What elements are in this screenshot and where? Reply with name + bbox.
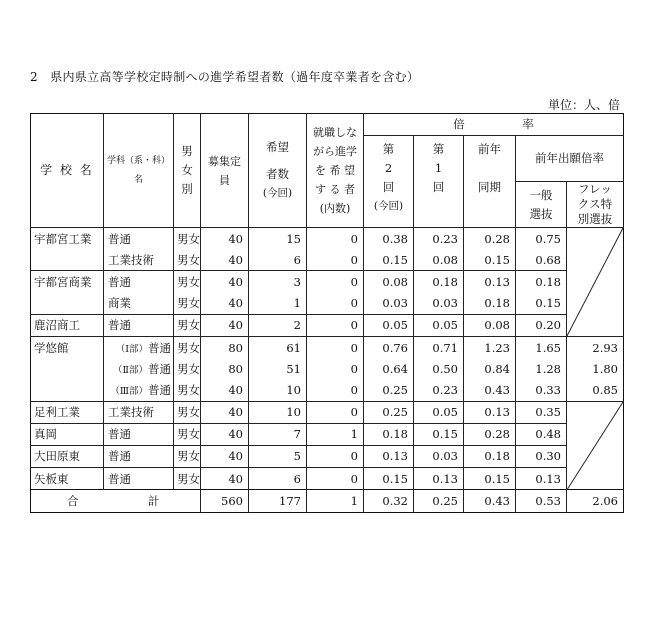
general-cell: 0.15 bbox=[516, 293, 567, 315]
sex-cell: 男女 bbox=[174, 314, 201, 336]
total-round1: 0.25 bbox=[414, 490, 464, 513]
header-employed-1: 就職しな bbox=[313, 126, 357, 139]
quota-cell: 40 bbox=[201, 293, 249, 315]
table-row bbox=[31, 445, 624, 467]
prev-same-cell: 1.23 bbox=[464, 336, 516, 358]
table-row bbox=[31, 358, 624, 379]
round2-cell: 0.03 bbox=[364, 293, 414, 315]
prev-same-cell: 0.08 bbox=[464, 314, 516, 336]
quota-cell: 40 bbox=[201, 445, 249, 467]
header-employed-4: す る 者 bbox=[315, 183, 355, 196]
header-round2-3: 回 bbox=[382, 180, 395, 194]
employed-cell: 0 bbox=[307, 228, 364, 250]
school-name: 真岡 bbox=[31, 423, 104, 445]
round2-cell: 0.15 bbox=[364, 468, 414, 490]
round1-cell: 0.15 bbox=[414, 423, 464, 445]
employed-cell: 0 bbox=[307, 314, 364, 336]
round2-cell: 0.15 bbox=[364, 249, 414, 271]
total-employed: 1 bbox=[307, 490, 364, 513]
employed-cell: 1 bbox=[307, 423, 364, 445]
header-applicants-1: 希望 bbox=[266, 140, 289, 154]
quota-cell: 80 bbox=[201, 336, 249, 358]
quota-cell: 40 bbox=[201, 423, 249, 445]
total-label-1: 合 bbox=[67, 494, 79, 509]
round1-cell: 0.23 bbox=[414, 379, 464, 401]
dept-name bbox=[104, 336, 174, 358]
round1-cell: 0.23 bbox=[414, 228, 464, 250]
total-round2: 0.32 bbox=[364, 490, 414, 513]
header-applicants bbox=[249, 114, 307, 228]
dept-name: 普通 bbox=[104, 314, 174, 336]
school-name: 大田原東 bbox=[31, 445, 104, 467]
general-cell: 0.75 bbox=[516, 228, 567, 250]
header-applicants-2: 者数 bbox=[266, 167, 289, 181]
school-name: 宇都宮工業 bbox=[31, 228, 104, 271]
table-row bbox=[31, 468, 624, 490]
sex-cell: 男女 bbox=[174, 271, 201, 293]
header-employed-3: を 希 望 bbox=[315, 164, 355, 177]
header-round2-1: 第 bbox=[382, 142, 395, 156]
sex-cell: 男女 bbox=[174, 379, 201, 401]
employed-cell: 0 bbox=[307, 445, 364, 467]
quota-cell: 40 bbox=[201, 249, 249, 271]
quota-cell: 40 bbox=[201, 228, 249, 250]
general-cell: 0.33 bbox=[516, 379, 567, 401]
round2-cell: 0.13 bbox=[364, 445, 414, 467]
quota-cell: 40 bbox=[201, 379, 249, 401]
sex-cell: 男女 bbox=[174, 401, 201, 423]
general-cell: 1.65 bbox=[516, 336, 567, 358]
prev-same-cell: 0.13 bbox=[464, 271, 516, 293]
header-round2-2: 2 bbox=[384, 161, 393, 175]
round2-cell: 0.18 bbox=[364, 423, 414, 445]
round2-cell: 0.76 bbox=[364, 336, 414, 358]
employed-cell: 0 bbox=[307, 401, 364, 423]
total-label bbox=[31, 490, 201, 513]
general-cell: 0.18 bbox=[516, 271, 567, 293]
total-general: 0.53 bbox=[516, 490, 567, 513]
prev-same-cell: 0.18 bbox=[464, 445, 516, 467]
dept-name: 工業技術 bbox=[104, 249, 174, 271]
dept-part: （Ⅲ部） bbox=[110, 385, 148, 397]
header-sex bbox=[174, 114, 201, 228]
applicants-cell: 6 bbox=[249, 468, 307, 490]
employed-cell: 0 bbox=[307, 271, 364, 293]
table-row bbox=[31, 228, 624, 250]
dept-part: （Ⅰ部） bbox=[115, 343, 148, 355]
header-prev-same bbox=[464, 136, 516, 228]
header-quota: 募集定員 bbox=[201, 114, 249, 228]
prev-same-cell: 0.43 bbox=[464, 379, 516, 401]
prev-same-cell: 0.18 bbox=[464, 293, 516, 315]
header-employed bbox=[307, 114, 364, 228]
dept-name: 工業技術 bbox=[104, 401, 174, 423]
table-header bbox=[31, 114, 624, 228]
header-flex-3: 別選抜 bbox=[577, 212, 613, 226]
header-round2-4: (今回) bbox=[373, 200, 404, 212]
round2-cell: 0.38 bbox=[364, 228, 414, 250]
general-cell: 1.28 bbox=[516, 358, 567, 379]
round2-cell: 0.64 bbox=[364, 358, 414, 379]
round1-cell: 0.05 bbox=[414, 314, 464, 336]
quota-cell: 40 bbox=[201, 314, 249, 336]
dept-part: （Ⅱ部） bbox=[113, 364, 148, 376]
header-flex bbox=[567, 182, 624, 228]
sex-cell: 男女 bbox=[174, 445, 201, 467]
dept-name: 普通 bbox=[104, 271, 174, 293]
applicants-cell: 61 bbox=[249, 336, 307, 358]
applicants-table bbox=[30, 113, 624, 513]
header-prev-same-1: 前年 bbox=[478, 142, 501, 156]
employed-cell: 0 bbox=[307, 293, 364, 315]
quota-cell: 40 bbox=[201, 271, 249, 293]
dept-label: 普通 bbox=[148, 361, 171, 376]
total-quota: 560 bbox=[201, 490, 249, 513]
header-school: 学 校 名 bbox=[31, 114, 104, 228]
prev-same-cell: 0.28 bbox=[464, 423, 516, 445]
applicants-cell: 7 bbox=[249, 423, 307, 445]
header-flex-1: フレッ bbox=[578, 182, 612, 196]
applicants-cell: 5 bbox=[249, 445, 307, 467]
general-cell: 0.30 bbox=[516, 445, 567, 467]
round1-cell: 0.71 bbox=[414, 336, 464, 358]
sex-cell: 男女 bbox=[174, 249, 201, 271]
header-sex-2: 女 bbox=[181, 163, 193, 177]
header-prev-same-2: 同期 bbox=[478, 180, 501, 194]
header-round2 bbox=[364, 136, 414, 228]
total-row bbox=[31, 490, 624, 513]
general-cell: 0.48 bbox=[516, 423, 567, 445]
round2-cell: 0.08 bbox=[364, 271, 414, 293]
round1-cell: 0.50 bbox=[414, 358, 464, 379]
header-ratio-group: 倍 率 bbox=[364, 114, 624, 136]
table-body bbox=[31, 228, 624, 513]
header-employed-5: (内数) bbox=[319, 202, 351, 215]
dept-name bbox=[104, 379, 174, 401]
unit-label: 単位：人、倍 bbox=[547, 98, 620, 112]
dept-name bbox=[104, 358, 174, 379]
header-general-1: 一般 bbox=[529, 187, 553, 202]
general-cell: 0.13 bbox=[516, 468, 567, 490]
header-dept: 学科（系・科）名 bbox=[104, 114, 174, 228]
dept-name: 普通 bbox=[104, 468, 174, 490]
round2-cell: 0.25 bbox=[364, 401, 414, 423]
applicants-cell: 3 bbox=[249, 271, 307, 293]
flex-cell: 2.93 bbox=[592, 340, 618, 355]
header-sex-1: 男 bbox=[181, 144, 193, 158]
dept-name: 普通 bbox=[104, 423, 174, 445]
school-name: 宇都宮商業 bbox=[31, 271, 104, 314]
school-name: 矢板東 bbox=[31, 468, 104, 490]
table-row bbox=[31, 249, 624, 271]
table-row bbox=[31, 336, 624, 358]
table-row bbox=[31, 271, 624, 293]
dept-name: 普通 bbox=[104, 445, 174, 467]
sex-cell: 男女 bbox=[174, 468, 201, 490]
round1-cell: 0.18 bbox=[414, 271, 464, 293]
table-row bbox=[31, 423, 624, 445]
total-flex: 2.06 bbox=[592, 494, 618, 509]
round2-cell: 0.05 bbox=[364, 314, 414, 336]
quota-cell: 80 bbox=[201, 358, 249, 379]
round1-cell: 0.13 bbox=[414, 468, 464, 490]
applicants-cell: 1 bbox=[249, 293, 307, 315]
quota-cell: 40 bbox=[201, 401, 249, 423]
table-row bbox=[31, 314, 624, 336]
header-prev-final: 前年出願倍率 bbox=[516, 136, 624, 182]
employed-cell: 0 bbox=[307, 379, 364, 401]
round1-cell: 0.05 bbox=[414, 401, 464, 423]
applicants-cell: 10 bbox=[249, 401, 307, 423]
dept-name: 普通 bbox=[104, 228, 174, 250]
applicants-cell: 6 bbox=[249, 249, 307, 271]
school-name: 鹿沼商工 bbox=[31, 314, 104, 336]
header-flex-2: クス特 bbox=[577, 197, 613, 211]
applicants-cell: 15 bbox=[249, 228, 307, 250]
dept-label: 普通 bbox=[148, 382, 171, 397]
applicants-cell: 10 bbox=[249, 379, 307, 401]
round1-cell: 0.03 bbox=[414, 293, 464, 315]
sex-cell: 男女 bbox=[174, 336, 201, 358]
header-employed-2: がら進学 bbox=[313, 145, 357, 158]
header-round1-1: 第 bbox=[432, 142, 445, 156]
employed-cell: 0 bbox=[307, 249, 364, 271]
header-round1-3: 回 bbox=[432, 180, 445, 194]
general-cell: 0.68 bbox=[516, 249, 567, 271]
total-prev-same: 0.43 bbox=[464, 490, 516, 513]
flex-na-diagonal bbox=[567, 401, 624, 490]
prev-same-cell: 0.13 bbox=[464, 401, 516, 423]
quota-cell: 40 bbox=[201, 468, 249, 490]
prev-same-cell: 0.84 bbox=[464, 358, 516, 379]
general-cell: 0.20 bbox=[516, 314, 567, 336]
round2-cell: 0.25 bbox=[364, 379, 414, 401]
general-cell: 0.35 bbox=[516, 401, 567, 423]
header-applicants-3: (今回) bbox=[262, 187, 293, 199]
applicants-cell: 2 bbox=[249, 314, 307, 336]
header-round1 bbox=[414, 136, 464, 228]
sex-cell: 男女 bbox=[174, 423, 201, 445]
school-name: 学悠館 bbox=[31, 336, 104, 401]
header-general bbox=[516, 182, 567, 228]
round1-cell: 0.03 bbox=[414, 445, 464, 467]
applicants-cell: 51 bbox=[249, 358, 307, 379]
prev-same-cell: 0.15 bbox=[464, 468, 516, 490]
employed-cell: 0 bbox=[307, 358, 364, 379]
employed-cell: 0 bbox=[307, 468, 364, 490]
table-row bbox=[31, 379, 624, 401]
dept-label: 普通 bbox=[148, 340, 171, 355]
header-general-2: 選抜 bbox=[529, 206, 553, 221]
sex-cell: 男女 bbox=[174, 293, 201, 315]
total-label-2: 計 bbox=[147, 494, 160, 509]
table-row bbox=[31, 293, 624, 315]
dept-name: 商業 bbox=[104, 293, 174, 315]
document-title: 2 県内県立高等学校定時制への進学希望者数（過年度卒業者を含む） bbox=[30, 70, 420, 84]
sex-cell: 男女 bbox=[174, 228, 201, 250]
school-name: 足利工業 bbox=[31, 401, 104, 423]
round1-cell: 0.08 bbox=[414, 249, 464, 271]
flex-cell: 1.80 bbox=[592, 361, 618, 376]
employed-cell: 0 bbox=[307, 336, 364, 358]
prev-same-cell: 0.28 bbox=[464, 228, 516, 250]
sex-cell: 男女 bbox=[174, 358, 201, 379]
header-sex-3: 別 bbox=[181, 182, 193, 196]
flex-cell: 0.85 bbox=[592, 382, 618, 397]
table-row bbox=[31, 401, 624, 423]
prev-same-cell: 0.15 bbox=[464, 249, 516, 271]
flex-na-diagonal bbox=[567, 228, 624, 337]
total-applicants: 177 bbox=[249, 490, 307, 513]
header-round1-2: 1 bbox=[434, 161, 443, 175]
